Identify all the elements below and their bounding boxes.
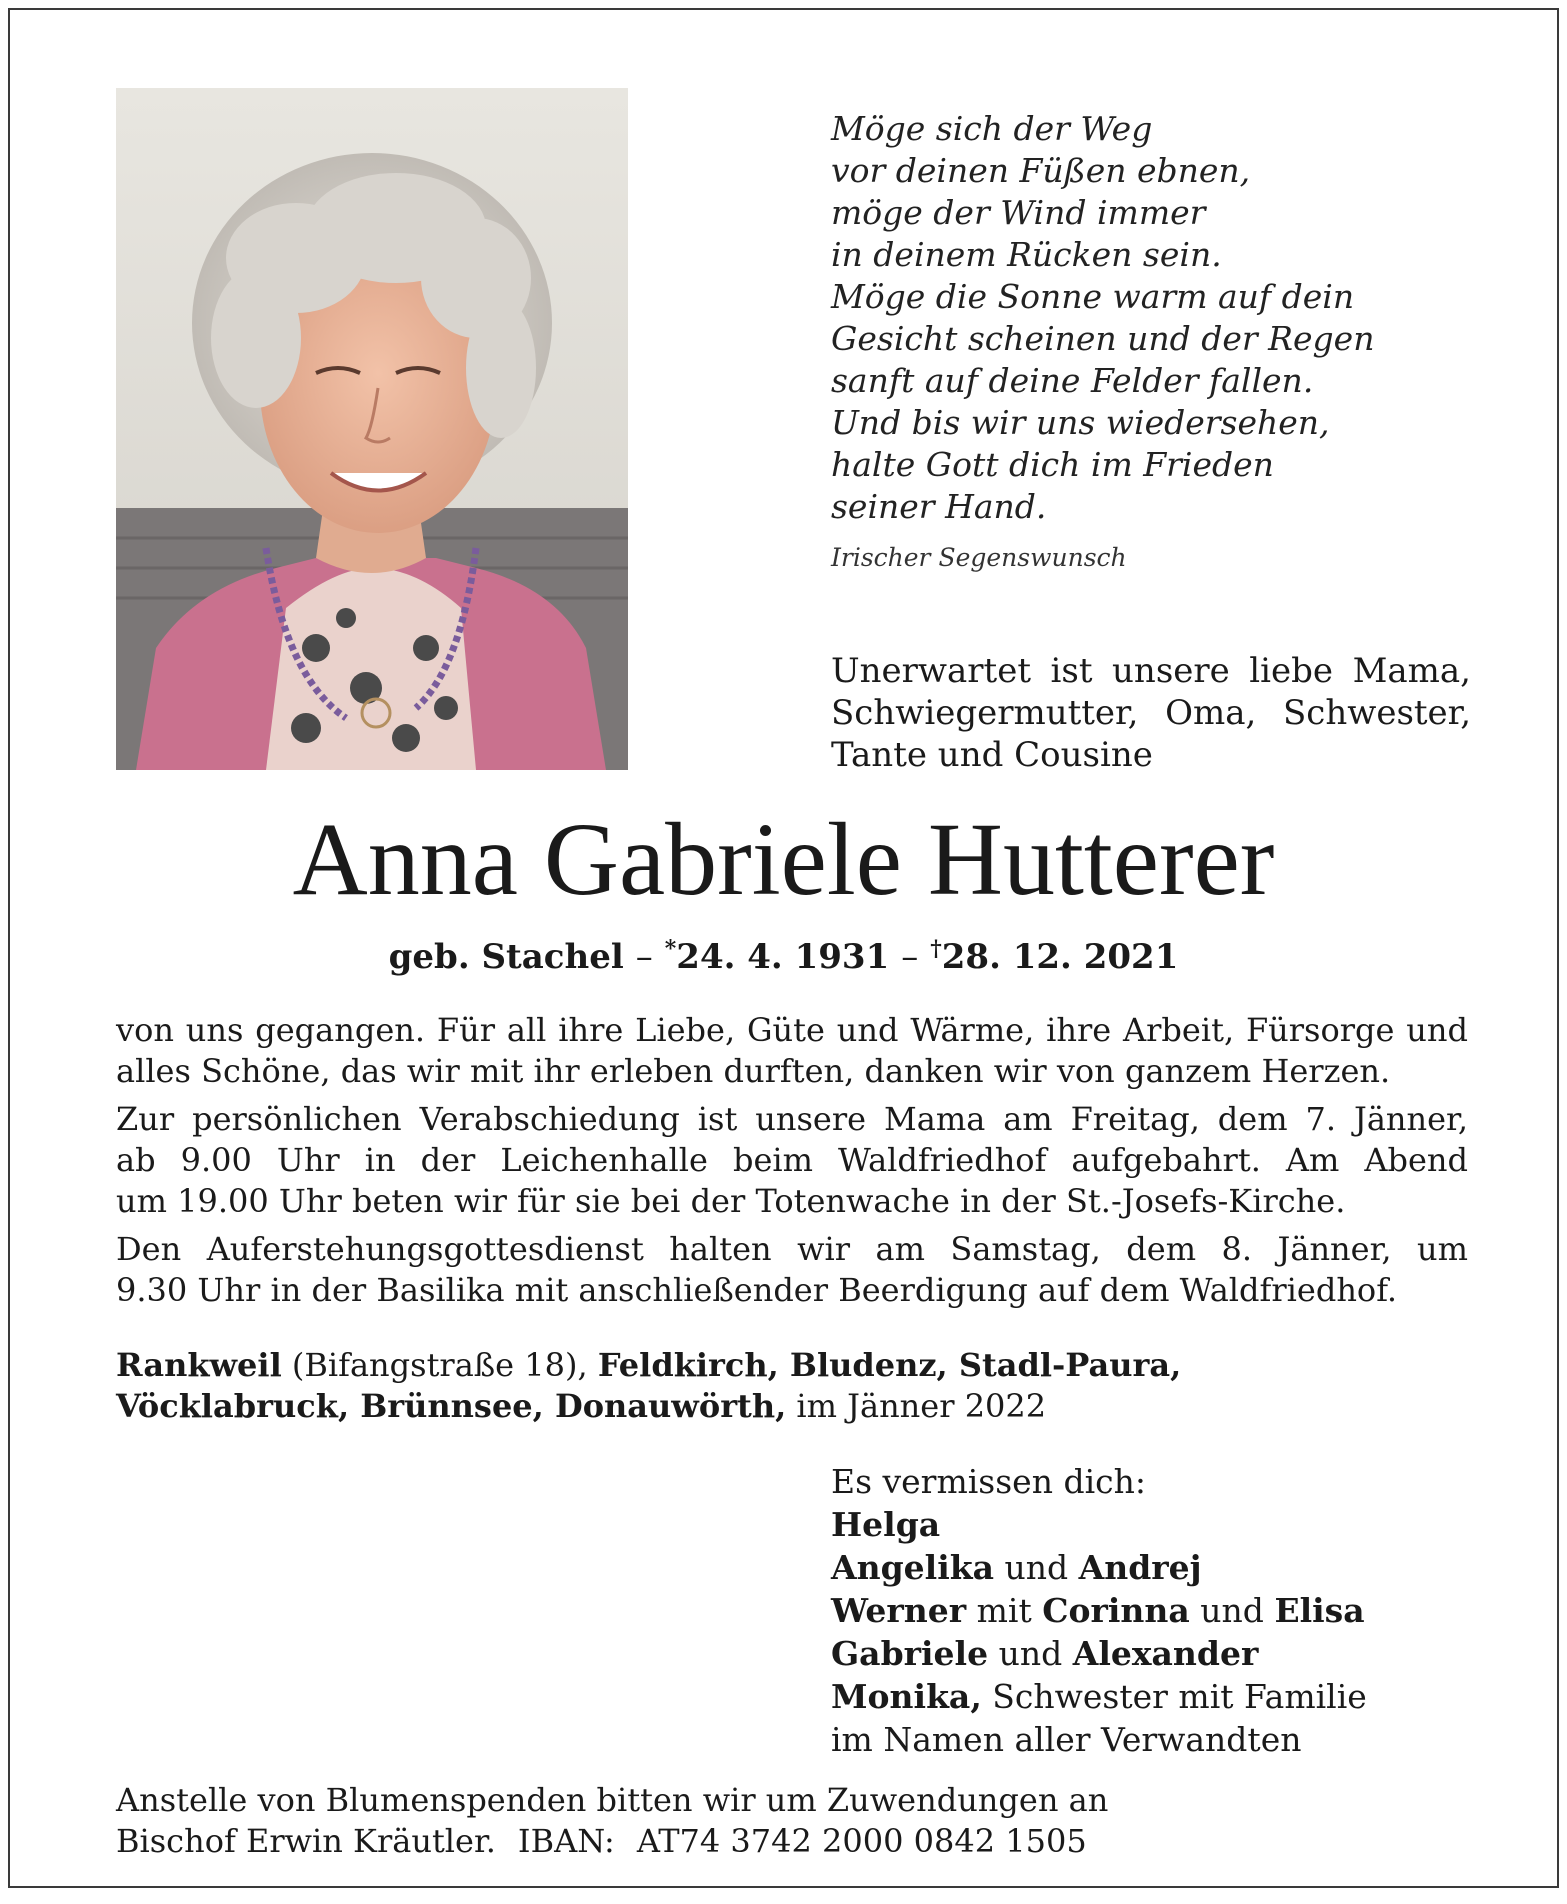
portrait-illustration — [116, 88, 628, 770]
places-line — [116, 1386, 1468, 1427]
maiden-name: geb. Stachel — [388, 937, 624, 977]
intro-line: Schwiegermutter, Oma, Schwester, — [831, 693, 1471, 733]
poem-line: halte Gott dich im Frieden — [831, 445, 1274, 484]
body-line: um 19.00 Uhr beten wir für sie bei der Totenwache in der St.-Josefs-Kirche. — [116, 1182, 1346, 1220]
poem-source: Irischer Segenswunsch — [831, 543, 1127, 572]
poem-line: vor deinen Füßen ebnen, — [831, 151, 1251, 190]
mourners-closing: im Namen aller Verwandten — [831, 1720, 1302, 1759]
donation-recipient: Bischof Erwin Kräutler. — [116, 1822, 496, 1860]
body-line: alles Schöne, das wir mit ihr erleben durften, danken wir von ganzem Herzen. — [116, 1052, 1391, 1090]
mourner: Werner mit Corinna und Elisa — [831, 1591, 1365, 1630]
body-line: ab 9.00 Uhr in der Leichenhalle beim Waldfriedhof aufgebahrt. Am Abend — [116, 1141, 1468, 1179]
mourner: Gabriele und Alexander — [831, 1634, 1259, 1673]
mourners-list — [831, 1460, 1367, 1761]
intro-text — [831, 650, 1471, 776]
places-date — [116, 1345, 1468, 1427]
place-rankweil: Rankweil — [116, 1346, 282, 1384]
birth-date: 24. 4. 1931 — [676, 937, 890, 977]
iban-number: AT74 3742 2000 0842 1505 — [636, 1822, 1087, 1860]
intro-line: Unerwartet ist unsere liebe Mama, — [831, 651, 1471, 691]
mourner: Helga — [831, 1505, 941, 1544]
donation-line: Anstelle von Blumenspenden bitten wir um Zuwendungen an — [116, 1781, 1109, 1819]
separator: – — [901, 937, 919, 977]
poem-line: seiner Hand. — [831, 487, 1047, 526]
poem-line: Und bis wir uns wiedersehen, — [831, 403, 1330, 442]
paragraph-thanks — [116, 1010, 1468, 1092]
obituary-page — [8, 8, 1559, 1888]
deceased-name: Anna Gabriele Hutterer — [292, 802, 1275, 917]
death-date: 28. 12. 2021 — [941, 937, 1179, 977]
poem — [831, 108, 1374, 528]
paragraph-viewing — [116, 1099, 1468, 1222]
body-line: Zur persönlichen Verabschiedung ist unsere Mama am Freitag, dem 7. Jänner, — [116, 1100, 1468, 1138]
places-list: Vöcklabruck, Brünnsee, Donauwörth, — [116, 1387, 787, 1425]
places-line — [116, 1345, 1468, 1386]
poem-line: sanft auf deine Felder fallen. — [831, 361, 1314, 400]
poem-line: in deinem Rücken sein. — [831, 235, 1222, 274]
body-line: von uns gegangen. Für all ihre Liebe, Güte und Wärme, ihre Arbeit, Fürsorge und — [116, 1011, 1468, 1049]
iban-label: IBAN: — [517, 1822, 615, 1860]
mourner: Monika, Schwester mit Familie — [831, 1677, 1367, 1716]
birth-death-dates — [10, 928, 1557, 978]
paragraph-service — [116, 1229, 1468, 1311]
place-date: im Jänner 2022 — [786, 1387, 1047, 1425]
donation-line — [116, 1821, 1108, 1862]
body-line: 9.30 Uhr in der Basilika mit anschließender Beerdigung auf dem Waldfriedhof. — [116, 1271, 1398, 1309]
poem-line: Möge die Sonne warm auf dein — [831, 277, 1355, 316]
poem-line: Gesicht scheinen und der Regen — [831, 319, 1375, 358]
mourners-heading: Es vermissen dich: — [831, 1462, 1146, 1501]
donation-note — [116, 1780, 1108, 1862]
intro-line: Tante und Cousine — [831, 735, 1153, 775]
portrait-photo — [116, 88, 628, 770]
death-symbol: † — [930, 936, 942, 962]
address: (Bifangstraße 18), — [281, 1346, 598, 1384]
birth-symbol: * — [664, 936, 677, 962]
places-list: Feldkirch, Bludenz, Stadl-Paura, — [597, 1346, 1182, 1384]
poem-line: Möge sich der Weg — [831, 109, 1153, 148]
mourner: Angelika und Andrej — [831, 1548, 1202, 1587]
body-line: Den Auferstehungsgottesdienst halten wir am Samstag, dem 8. Jänner, um — [116, 1230, 1468, 1268]
obituary-body — [116, 1010, 1468, 1318]
poem-line: möge der Wind immer — [831, 193, 1206, 232]
separator: – — [635, 937, 653, 977]
